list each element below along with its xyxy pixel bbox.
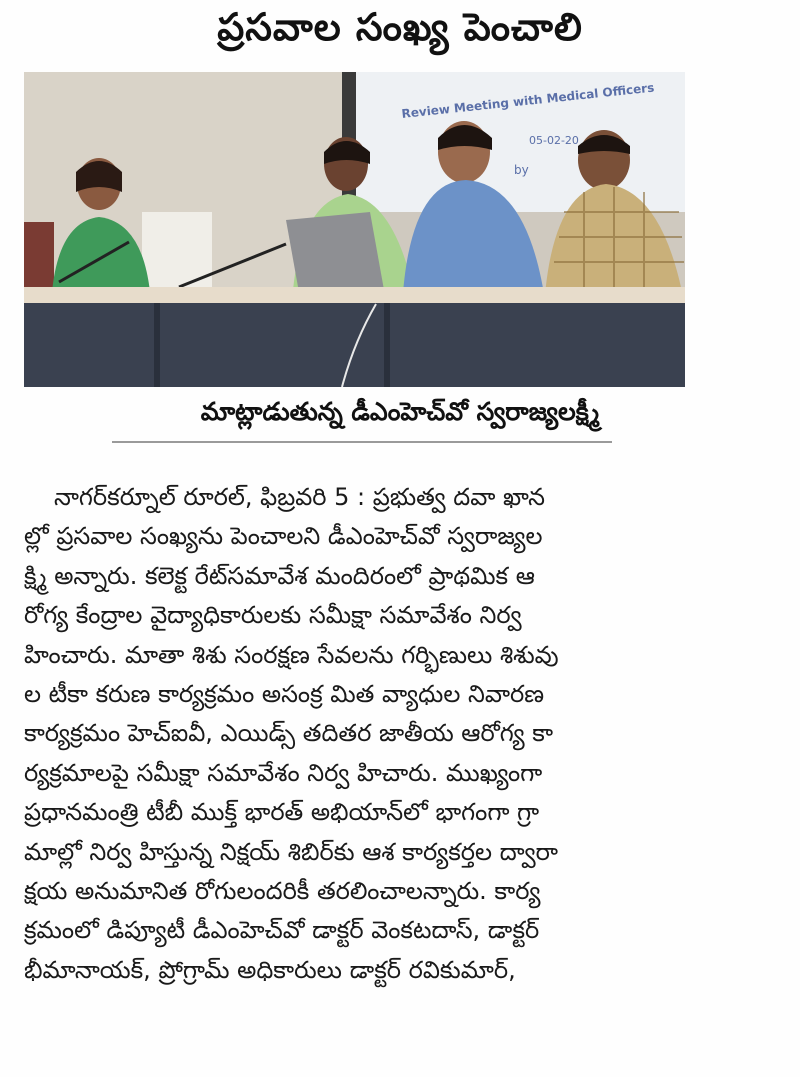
article-line: ల టీకా కరుణ కార్యక్రమం అసంక్ర మిత వ్యాధుల నివారణ [24, 679, 545, 708]
article-line: హించారు. మాతా శిశు సంరక్షణ సేవలను గర్భిణులు శిశువు [24, 640, 559, 669]
article-line: నాగర్‌కర్నూల్ రూరల్, ఫిబ్రవరి 5 : ప్రభుత్వ దవా ఖాన [54, 483, 545, 511]
photo-caption: మాట్లాడుతున్న డీఎంహెచ్‌వో స్వరాజ్యలక్ష్మీ [200, 397, 600, 426]
article-line: క్ష్మి అన్నారు. కలెక్ట రేట్‌సమావేశ మందిరంలో ప్రాథమిక ఆ [24, 561, 535, 590]
meeting-photo-illustration [24, 72, 685, 387]
article-line: కార్యక్రమం హెచ్‌ఐవీ, ఎయిడ్స్ తదితర జాతీయ ఆరోగ్య కా [24, 719, 554, 748]
article-line: క్షయ అనుమానిత రోగులందరికీ తరలించాలన్నారు. కార్య [24, 876, 541, 905]
banner-by: by [514, 163, 529, 177]
article-line: ర్యక్రమాలపై సమీక్షా సమావేశం నిర్వ హిచారు. ముఖ్యంగా [24, 758, 543, 787]
table-top [24, 287, 685, 303]
article-line: మాల్లో నిర్వ హిస్తున్న నిక్షయ్ శిబిర్‌కు ఆశ కార్యకర్తల ద్వారా [24, 837, 559, 866]
caption-divider [112, 441, 612, 443]
article-line: భీమానాయక్, ప్రోగ్రామ్ అధికారులు డాక్టర్ రవికుమార్, [24, 955, 516, 984]
article-line: క్రమంలో డిప్యూటీ డీఎంహెచ్‌వో డాక్టర్ వెంకటదాస్, డాక్టర్ [24, 916, 540, 945]
table-front [24, 303, 685, 387]
article-line: రోగ్య కేంద్రాల వైద్యాధికారులకు సమీక్షా సమావేశం నిర్వ [24, 601, 522, 630]
banner-title: Review Meeting with Medical Officers [400, 80, 655, 121]
chair [142, 212, 212, 292]
article-line: ప్రధానమంత్రి టీబీ ముక్త్ భారత్‌ అభియాన్‌లో భాగంగా గ్రా [24, 798, 540, 827]
banner-date: 05-02-20 [529, 134, 579, 147]
laptop [286, 212, 384, 298]
article-line: ల్లో ప్రసవాల సంఖ్యను పెంచాలని డీఎంహెచ్‌వో స్వరాజ్యల [24, 522, 543, 551]
article-body [24, 478, 688, 990]
article-headline: ప్రసవాల సంఖ్య పెంచాలి [217, 5, 583, 49]
article-photo [24, 72, 685, 387]
